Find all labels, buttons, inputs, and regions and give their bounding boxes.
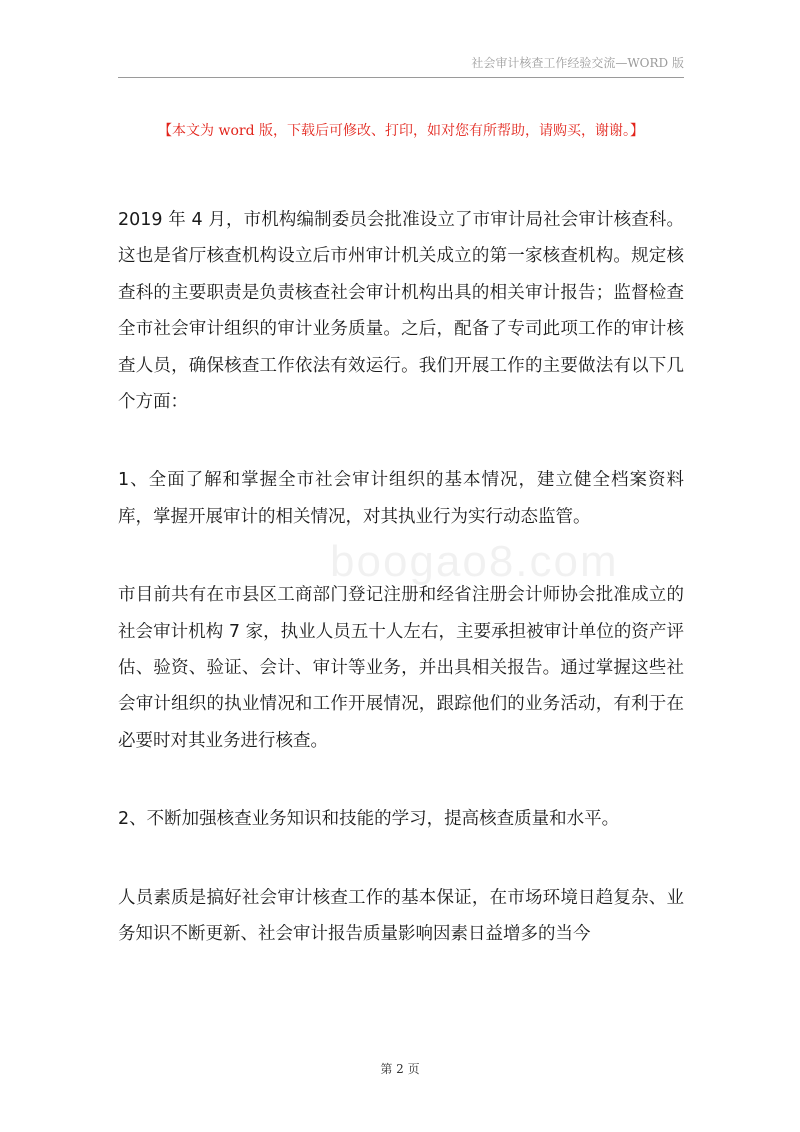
document-body <box>118 202 684 995</box>
page-header <box>118 54 684 78</box>
paragraph-point-2-detail: 人员素质是搞好社会审计核查工作的基本保证，在市场环境日趋复杂、业务知识不断更新、社会审计报告质量影响因素日益增多的当今 <box>118 887 684 945</box>
paragraph-point-1-detail: 市目前共有在市县区工商部门登记注册和经省注册会计师协会批准成立的社会审计机构 7 家，执业人员五十人左右，主要承担被审计单位的资产评估、验资、验证、会计、审计等业务，并出具相关报告。通过掌握这些社会审计组织的执业情况和工作开展情况，跟踪他们的业务活动，有利于在必要时对其业务进行核查。 <box>118 585 684 751</box>
watermark-text: boogao8.com <box>330 537 619 586</box>
paragraph-point-1-heading: 1、全面了解和掌握全市社会审计组织的基本情况，建立健全档案资料库，掌握开展审计的相关情况，对其执业行为实行动态监管。 <box>118 470 684 527</box>
paragraph-intro: 2019 年 4 月，市机构编制委员会批准设立了市审计局社会审计核查科。这也是省厅核查机构设立后市州审计机关成立的第一家核查机构。规定核查科的主要职责是负责核查社会审计机构出具的相关审计报告；监督检查全市社会审计组织的审计业务质量。之后，配备了专司此项工作的审计核查人员，确保核查工作依法有效运行。我们开展工作的主要做法有以下几个方面： <box>118 210 684 413</box>
page-number: 第 2 页 <box>380 1062 420 1076</box>
purchase-notice: 【本文为 word 版，下载后可修改、打印，如对您有所帮助，请购买，谢谢。】 <box>158 123 644 139</box>
header-title: 社会审计核查工作经验交流—WORD 版 <box>471 56 684 70</box>
paragraph-point-2-heading: 2、不断加强核查业务知识和技能的学习，提高核查质量和水平。 <box>118 809 620 830</box>
